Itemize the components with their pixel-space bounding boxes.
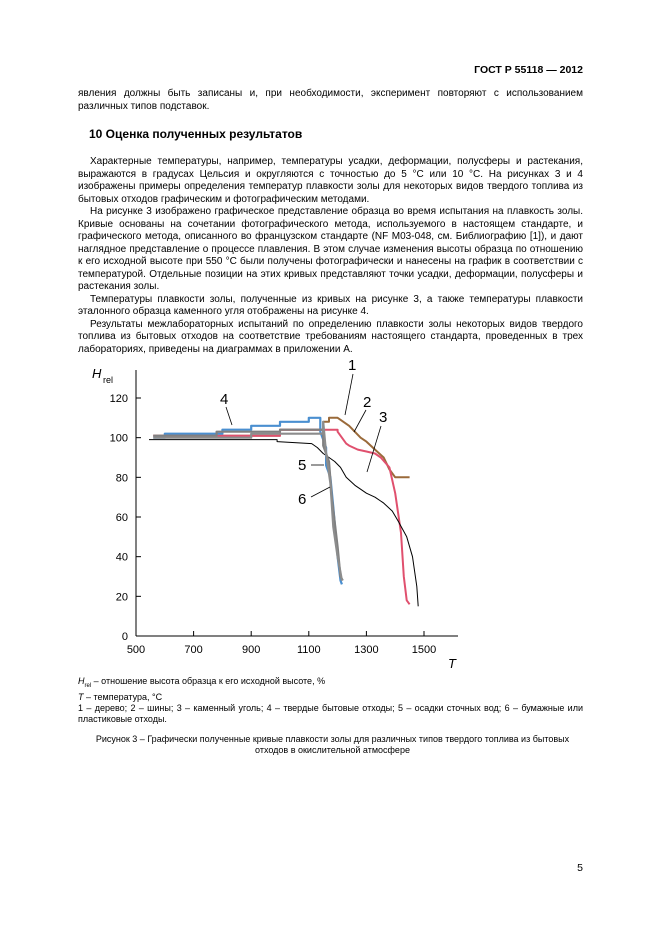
curve-label: 4 — [220, 391, 229, 408]
series-line-1 — [153, 418, 409, 478]
x-axis-label: T — [448, 656, 456, 671]
series-line-6 — [153, 422, 342, 581]
legend-h — [78, 676, 583, 692]
y-tick-label: 40 — [115, 551, 128, 564]
legend-h-sub: rel — [84, 682, 92, 689]
y-tick-label: 0 — [121, 631, 128, 643]
y-tick-label: 80 — [115, 472, 128, 485]
curve-label-leader — [311, 487, 330, 497]
x-tick-label: 700 — [184, 644, 203, 656]
curve-label: 6 — [298, 491, 307, 508]
curve-label: 1 — [348, 357, 357, 374]
x-tick-label: 1100 — [296, 644, 321, 656]
curve-label-leader — [367, 426, 381, 472]
legend-t-text: – температура, °С — [83, 691, 163, 702]
paragraph-4: Результаты межлабораторных испытаний по определению плавкости золы некоторых видов твердого топлива из бытовых отходов на соответствие требованиям настоящего стандарта, проведенных в трех лабораториях, приведены на диаграммах в приложении А. — [78, 318, 583, 355]
series-line-4 — [153, 418, 342, 585]
y-tick-label: 60 — [115, 512, 128, 524]
curve-label-leader — [226, 407, 232, 425]
paragraph-3: Температуры плавкости золы, полученные из кривых на рисунке 3, а также температуры плавкости эталонного образца каменного угля отображены на рисунке 4. — [78, 293, 583, 317]
x-tick-label: 1500 — [411, 644, 437, 656]
series-line-5 — [153, 430, 342, 581]
legend-t-symbol: T — [78, 691, 84, 702]
section-heading: 10 Оценка полученных результатов — [89, 127, 303, 141]
curve-label-leader — [345, 374, 353, 415]
y-axis-label-sub: rel — [103, 375, 114, 385]
x-tick-label: 1300 — [354, 644, 379, 656]
curve-label: 5 — [298, 457, 307, 474]
figure-caption: Рисунок 3 – Графически полученные кривые плавкости золы для различных типов твердого топлива из бытовых отходов в окислительной атмосфере — [95, 734, 570, 755]
curve-label: 2 — [363, 394, 372, 411]
x-tick-label: 500 — [126, 644, 146, 656]
y-axis-label: H — [92, 366, 102, 381]
chart-series — [149, 418, 418, 607]
legend-h-text: – отношение высота образца к его исходной высоте, % — [91, 676, 326, 686]
figure-legend — [78, 676, 583, 725]
y-tick-label: 20 — [115, 591, 128, 604]
chart-axes — [92, 366, 458, 671]
series-line-3 — [149, 440, 418, 607]
x-tick-label: 900 — [242, 644, 261, 656]
legend-h-symbol: H — [78, 676, 85, 686]
document-header: ГОСТ Р 55118 — 2012 — [474, 64, 583, 76]
legend-curves: 1 – дерево; 2 – шины; 3 – каменный уголь; 4 – твердые бытовые отходы; 5 – осадки сточных вод; 6 – бумажные или пластиковые отходы. — [78, 702, 583, 724]
legend-t — [78, 692, 583, 703]
intro-text: явления должны быть записаны и, при необходимости, эксперимент повторяют с использованием различных типов подставок. — [78, 88, 583, 112]
page-number: 5 — [577, 862, 583, 874]
curve-label: 3 — [379, 409, 388, 426]
curve-label-leader — [354, 410, 366, 432]
y-tick-label: 120 — [109, 393, 128, 405]
paragraph-1: Характерные температуры, например, температуры усадки, деформации, полусферы и растекания, выражаются в градусах Цельсия и округляются с точностью до 5 °С или 10 °С. На рисунках 3 и 4 изображены примеры определения температур плавкости золы для некоторых видов твердого топлива из бытовых отходов графическим и фотографическим методами. — [78, 156, 583, 205]
y-tick-label: 100 — [109, 432, 128, 445]
series-line-2 — [153, 430, 409, 605]
paragraph-2: На рисунке 3 изображено графическое представление образца во время испытания на плавкость золы. Кривые основаны на сочетании фотографического метода, используемого в настоящем стандарте, и графического метода, описанного во французском стандарте (NF M03-048, см. Библиографию [1]), и дают наглядное представление о процессе плавления. В этом случае изменения высоты образца по отношению к его исходной высоте при 550 °С были получены фотографически и нанесены на график в соответствии с температурой. Отдельные позиции на этих кривых представляют точки усадки, деформации, полусферы и растекания золы. — [78, 206, 583, 292]
